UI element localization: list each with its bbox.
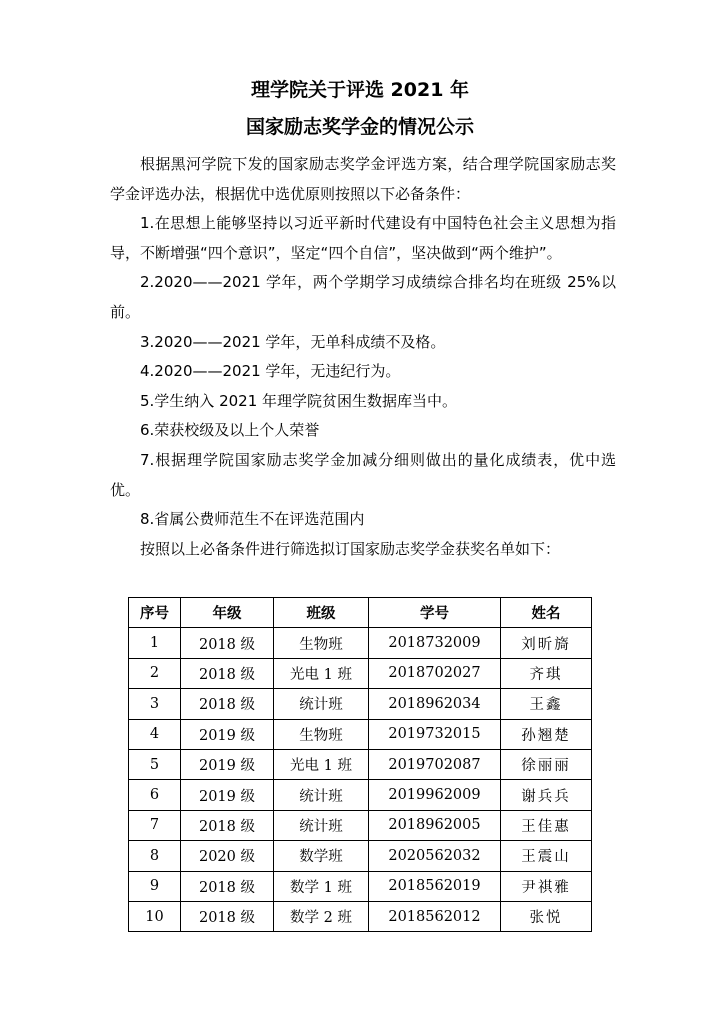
cell-name: 谢兵兵 (501, 780, 592, 810)
cell-grade: 2019 级 (181, 749, 274, 779)
table-row (129, 658, 592, 688)
header-name: 姓名 (501, 598, 592, 628)
cell-class: 光电 1 班 (274, 749, 369, 779)
document-title-line-2: 国家励志奖学金的情况公示 (245, 116, 474, 138)
cell-student-id: 2019732015 (369, 719, 501, 749)
table-row (129, 810, 592, 840)
table-row (129, 719, 592, 749)
cell-grade: 2019 级 (181, 719, 274, 749)
cell-class: 数学 2 班 (274, 901, 369, 931)
criterion-8: 8.省属公费师范生不在评选范围内 (140, 510, 365, 529)
header-grade: 年级 (181, 598, 274, 628)
cell-name: 齐琪 (501, 658, 592, 688)
table-row (129, 780, 592, 810)
table-header-row (129, 598, 592, 628)
cell-index: 5 (129, 749, 181, 779)
cell-grade: 2020 级 (181, 841, 274, 871)
cell-class: 统计班 (274, 780, 369, 810)
cell-class: 光电 1 班 (274, 658, 369, 688)
cell-index: 10 (129, 901, 181, 931)
cell-grade: 2018 级 (181, 658, 274, 688)
cell-name: 王鑫 (501, 689, 592, 719)
document-body (110, 150, 616, 564)
cell-class: 数学 1 班 (274, 871, 369, 901)
cell-name: 王佳惠 (501, 810, 592, 840)
header-student-id: 学号 (369, 598, 501, 628)
cell-grade: 2018 级 (181, 628, 274, 658)
table-row (129, 871, 592, 901)
cell-grade: 2018 级 (181, 689, 274, 719)
cell-student-id: 2018702027 (369, 658, 501, 688)
header-index: 序号 (129, 598, 181, 628)
cell-grade: 2019 级 (181, 780, 274, 810)
intro-paragraph: 根据黑河学院下发的国家励志奖学金评选方案，结合理学院国家励志奖学金评选办法，根据优中选优原则按照以下必备条件： (110, 155, 616, 203)
cell-name: 张悦 (501, 901, 592, 931)
cell-student-id: 2018962005 (369, 810, 501, 840)
document-title-line-1: 理学院关于评选 2021 年 (250, 79, 470, 101)
cell-index: 7 (129, 810, 181, 840)
cell-index: 6 (129, 780, 181, 810)
criterion-4: 4.2020——2021 学年，无违纪行为。 (140, 362, 401, 381)
cell-class: 生物班 (274, 628, 369, 658)
cell-name: 王震山 (501, 841, 592, 871)
table-row (129, 841, 592, 871)
cell-name: 孙翘楚 (501, 719, 592, 749)
criterion-6: 6.荣获校级及以上个人荣誉 (140, 421, 320, 440)
header-class: 班级 (274, 598, 369, 628)
criterion-2: 2.2020——2021 学年，两个学期学习成绩综合排名均在班级 25%以前。 (110, 273, 616, 321)
cell-class: 数学班 (274, 841, 369, 871)
criterion-7: 7.根据理学院国家励志奖学金加减分细则做出的量化成绩表，优中选优。 (110, 450, 616, 499)
cell-index: 3 (129, 689, 181, 719)
table-row (129, 628, 592, 658)
cell-name: 尹祺雅 (501, 871, 592, 901)
cell-index: 9 (129, 871, 181, 901)
cell-class: 统计班 (274, 689, 369, 719)
table-row (129, 901, 592, 931)
cell-class: 生物班 (274, 719, 369, 749)
cell-index: 2 (129, 658, 181, 688)
criterion-5: 5.学生纳入 2021 年理学院贫困生数据库当中。 (140, 391, 458, 410)
table-row (129, 749, 592, 779)
cell-grade: 2018 级 (181, 871, 274, 901)
cell-student-id: 2018562012 (369, 901, 501, 931)
award-list-table (128, 597, 592, 932)
cell-name: 刘昕旖 (501, 628, 592, 658)
criterion-3: 3.2020——2021 学年，无单科成绩不及格。 (140, 332, 446, 351)
cell-grade: 2018 级 (181, 810, 274, 840)
cell-student-id: 2018962034 (369, 689, 501, 719)
table-intro: 按照以上必备条件进行筛选拟订国家励志奖学金获奖名单如下： (140, 539, 561, 558)
criterion-1: 1.在思想上能够坚持以习近平新时代建设有中国特色社会主义思想为指导，不断增强“四个意识”，坚定“四个自信”，坚决做到“两个维护”。 (110, 214, 616, 262)
cell-student-id: 2019702087 (369, 749, 501, 779)
table-row (129, 689, 592, 719)
cell-class: 统计班 (274, 810, 369, 840)
cell-name: 徐丽丽 (501, 749, 592, 779)
cell-student-id: 2020562032 (369, 841, 501, 871)
cell-student-id: 2018732009 (369, 628, 501, 658)
cell-grade: 2018 级 (181, 901, 274, 931)
cell-student-id: 2019962009 (369, 780, 501, 810)
cell-student-id: 2018562019 (369, 871, 501, 901)
cell-index: 8 (129, 841, 181, 871)
cell-index: 4 (129, 719, 181, 749)
cell-index: 1 (129, 628, 181, 658)
